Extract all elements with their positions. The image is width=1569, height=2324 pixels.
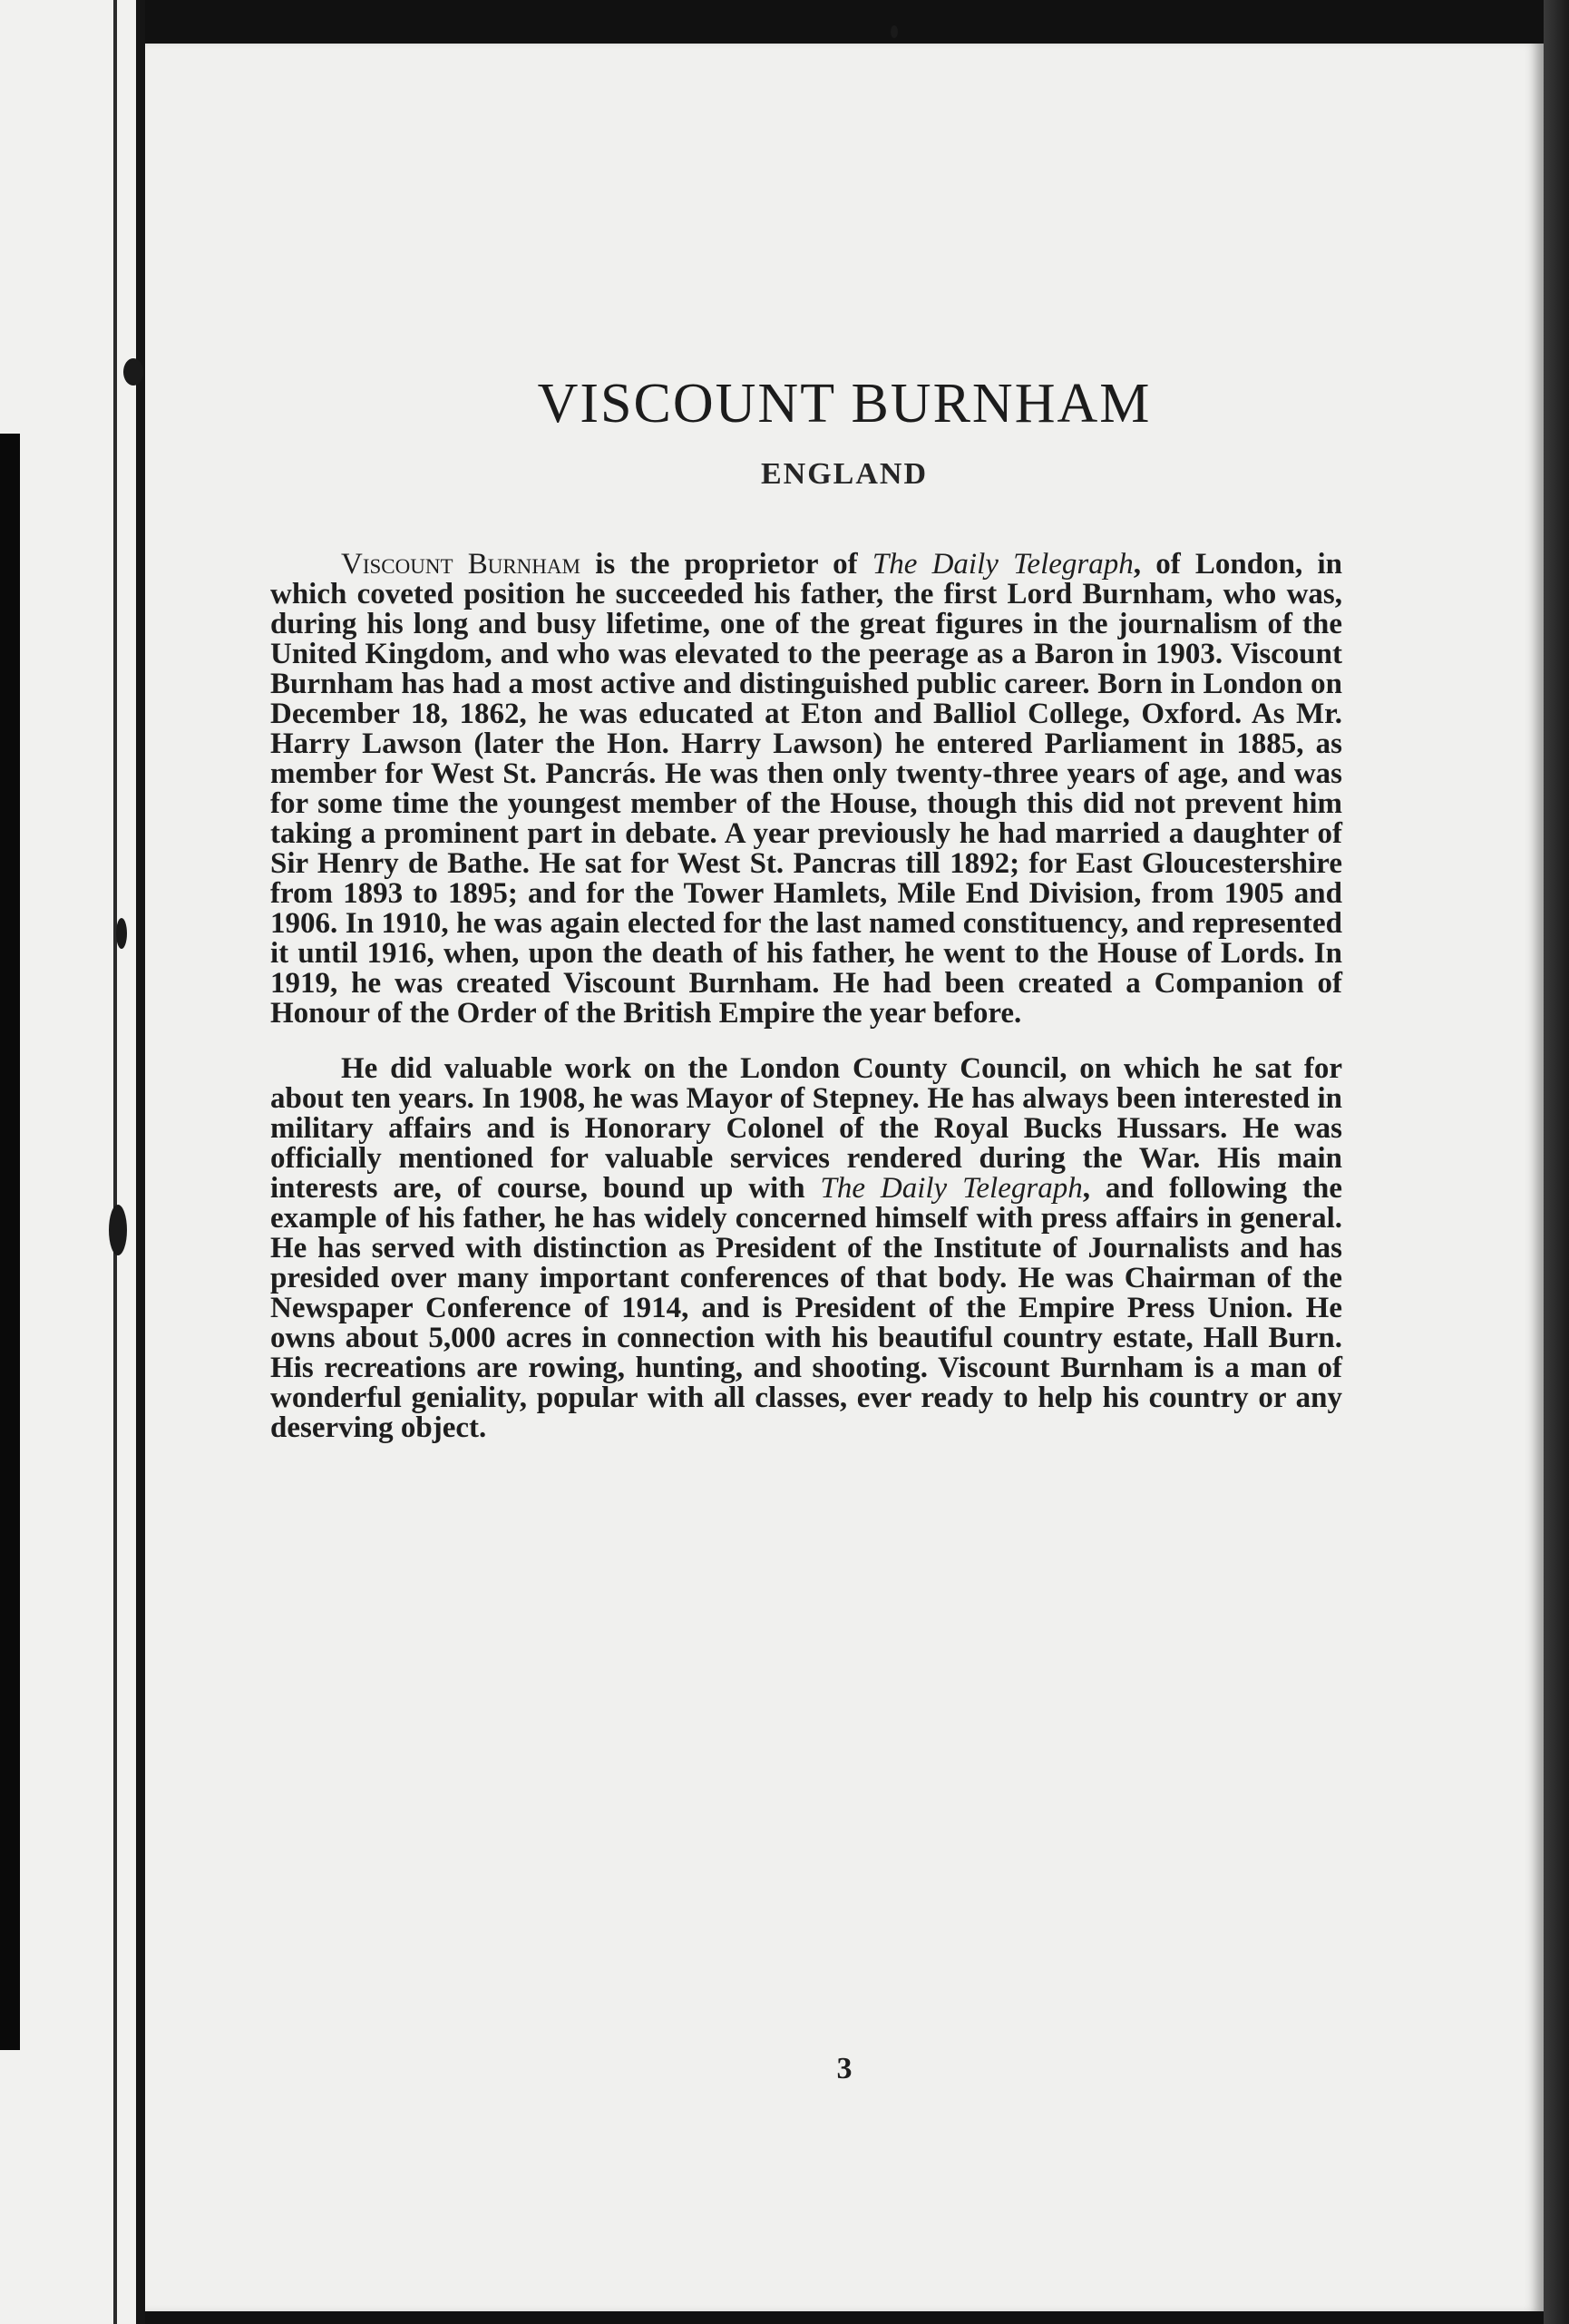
paragraph-1-text-a: is the proprietor of	[580, 548, 872, 581]
ink-fleck	[123, 358, 143, 386]
paragraph-1-text-b: , of London, in which coveted position he succeeded his father, the first Lord Burnham, who was, during his long and busy lifetime, one of the great figures in the journalism of the United Kingdom, and who was elevated to the peerage as a Baron in 1903. Viscount Burnham has had a most active and distinguished public career. Born in London on December 18, 1862, he was educated at Eton and Balliol College, Oxford. As Mr. Harry Lawson (later the Hon. Harry Lawson) he entered Parliament in 1885, as member for West St. Pancrás. He was then only twenty-three years of age, and was for some time the youngest member of the House, though this did not prevent him taking a prominent part in debate. A year previously he had married a daughter of Sir Henry de Bathe. He sat for West St. Pancras till 1892; for East Gloucestershire from 1893 to 1895; and for the Tower Hamlets, Mile End Division, from 1905 and 1906. In 1910, he was again elected for the last named constituency, and represented it until 1916, when, upon the death of his father, he went to the House of Lords. In 1919, he was created Viscount Burnham. He had been created a Companion of Honour of the Order of the British Empire the year before.	[270, 548, 1342, 1030]
paragraph-1	[270, 550, 1342, 1029]
gutter-line	[113, 0, 117, 2324]
ink-fleck	[891, 25, 898, 38]
page-title: VISCOUNT BURNHAM	[537, 373, 1152, 435]
page-number: 3	[836, 2052, 853, 2085]
publication-name: The Daily Telegraph	[872, 548, 1134, 581]
book-spine	[136, 0, 145, 2324]
ink-fleck	[116, 918, 127, 949]
publication-name: The Daily Telegraph	[820, 1172, 1083, 1205]
page-subtitle: ENGLAND	[760, 457, 929, 491]
ink-fleck	[109, 1205, 127, 1255]
paragraph-2-text-a: He did valuable work on the London County Council, on which he sat for about ten years. In 1908, he was Mayor of Stepney. He has always been interested in military affairs and is Honorary Colonel of the Royal Bucks Hussars. He was officially mentioned for valuable services rendered during the War. His main interests are, of course, bound up with	[270, 1052, 1342, 1205]
article-body	[270, 550, 1342, 1443]
page-edge	[1544, 0, 1569, 2324]
adjacent-page-shadow	[0, 434, 20, 2050]
lead-name: Viscount Burnham	[341, 548, 580, 581]
paragraph-2	[270, 1054, 1342, 1443]
paragraph-2-text-b: , and following the example of his father, he has widely concerned himself with press affairs in general. He has served with distinction as President of the Institute of Journalists and has presided over many important conferences of that body. He was Chairman of the Newspaper Conference of 1914, and is President of the Empire Press Union. He owns about 5,000 acres in connection with his beautiful country estate, Hall Burn. His recreations are rowing, hunting, and shooting. Viscount Burnham is a man of wonderful geniality, popular with all classes, ever ready to help his country or any deserving object.	[270, 1172, 1342, 1444]
